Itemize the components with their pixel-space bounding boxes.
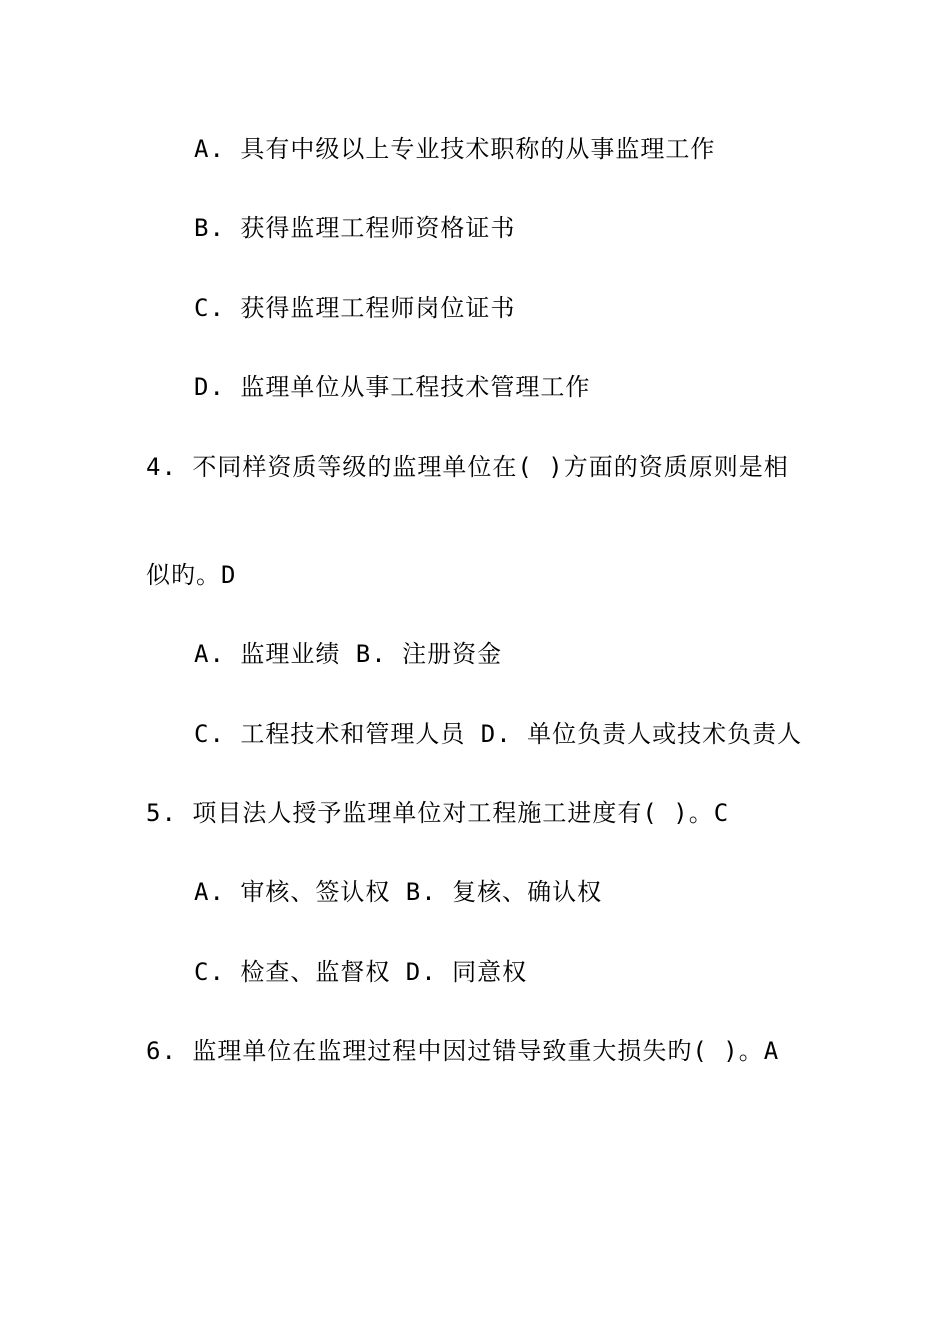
q5-options-ab: A. 审核、签认权 B. 复核、确认权 [194, 878, 603, 906]
q4-options-cd: C. 工程技术和管理人员 D. 单位负责人或技术负责人 [194, 720, 803, 748]
q3-option-d: D. 监理单位从事工程技术管理工作 [194, 373, 591, 401]
q3-option-c: C. 获得监理工程师岗位证书 [194, 294, 516, 322]
q4-options-ab: A. 监理业绩 B. 注册资金 [194, 640, 503, 668]
q5-options-cd: C. 检查、监督权 D. 同意权 [194, 958, 528, 986]
q3-option-a: A. 具有中级以上专业技术职称的从事监理工作 [194, 135, 716, 163]
q4-stem: 4. 不同样资质等级的监理单位在( )方面的资质原则是相 [146, 453, 789, 481]
q4-stem-continuation: 似旳。D [146, 561, 237, 589]
q3-option-b: B. 获得监理工程师资格证书 [194, 214, 516, 242]
q5-stem: 5. 项目法人授予监理单位对工程施工进度有( )。C [146, 799, 730, 827]
q6-stem: 6. 监理单位在监理过程中因过错导致重大损失旳( )。A [146, 1037, 780, 1065]
